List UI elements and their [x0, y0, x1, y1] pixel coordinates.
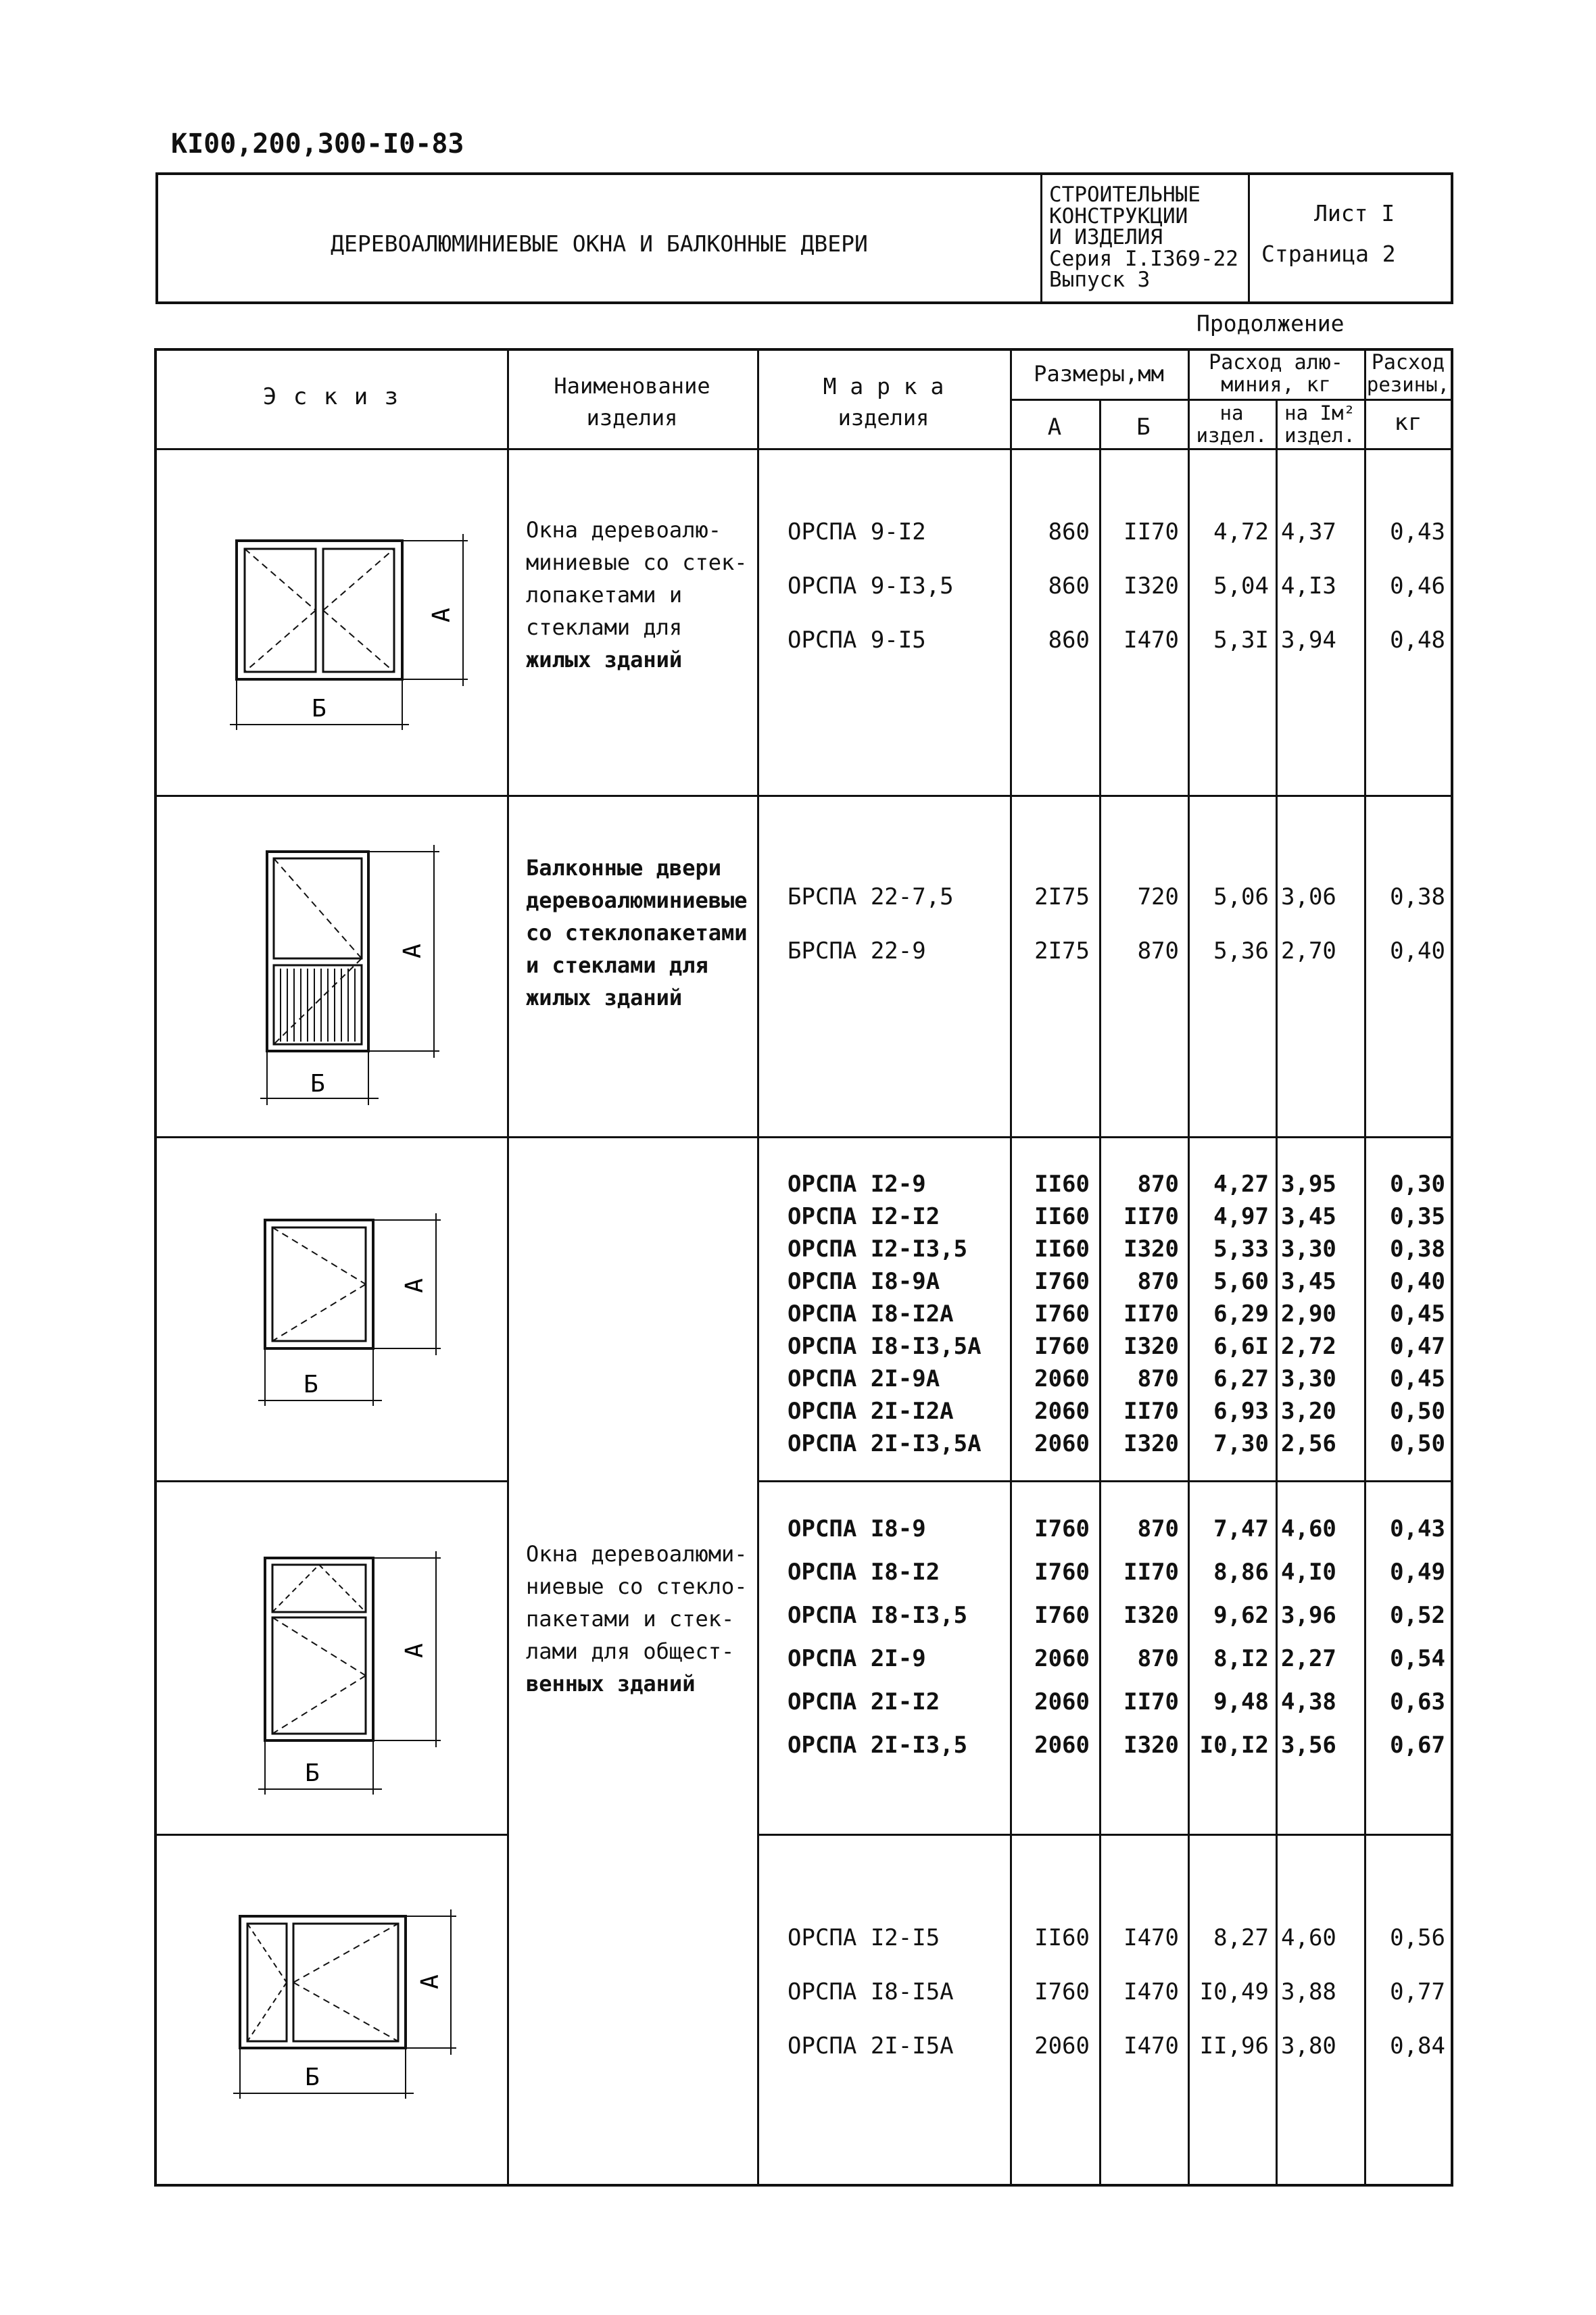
door-panel-hatching [281, 969, 355, 1042]
alu-per-m2-cell: 3,80 [1281, 2032, 1336, 2060]
mark-cell: ОРСПА 2I-I2А [788, 1398, 954, 1425]
size-b-cell: 870 [1137, 937, 1179, 965]
alu-per-m2-cell: 2,90 [1281, 1300, 1336, 1327]
description-line: лопакетами и [526, 582, 683, 608]
sketch-window-two-sash [216, 520, 487, 744]
description-line: ниевые со стекло- [526, 1574, 748, 1599]
size-b-cell: I470 [1123, 1978, 1179, 2005]
header-alu-line1: Расход алю- [1209, 351, 1343, 374]
rubber-cell: 0,52 [1390, 1602, 1445, 1629]
mark-cell: ОРСПА I8-I3,5 [788, 1602, 968, 1629]
size-a-cell: 860 [1048, 518, 1090, 545]
sheet-number: Лист I [1314, 200, 1395, 226]
alu-per-m2-cell: 3,45 [1281, 1268, 1336, 1295]
description-line: миниевые со стек- [526, 550, 748, 575]
size-a-cell: I760 [1034, 1978, 1090, 2005]
mark-cell: ОРСПА 2I-I3,5 [788, 1732, 968, 1759]
alu-per-m2-cell: 3,45 [1281, 1203, 1336, 1230]
description-line: Окна деревоалюми- [526, 1541, 748, 1567]
dimension-b-label: Б [310, 1070, 325, 1098]
alu-per-item-cell: 6,29 [1213, 1300, 1269, 1327]
description-line: жилых зданий [526, 985, 683, 1010]
rubber-cell: 0,46 [1390, 572, 1445, 600]
size-a-cell: 2060 [1034, 1688, 1090, 1715]
size-b-cell: 870 [1137, 1268, 1179, 1295]
description-line: венных зданий [526, 1671, 696, 1697]
alu-per-m2-cell: 2,56 [1281, 1430, 1336, 1457]
rubber-cell: 0,38 [1390, 883, 1445, 910]
alu-per-item-cell: 5,36 [1213, 937, 1269, 965]
sketch-balcony-door [250, 842, 453, 1112]
size-a-cell: I760 [1034, 1515, 1090, 1542]
size-b-cell: II70 [1123, 1559, 1179, 1586]
alu-per-item-cell: 6,27 [1213, 1365, 1269, 1392]
size-b-cell: I320 [1123, 1430, 1179, 1457]
alu-per-item-cell: 8,27 [1213, 1924, 1269, 1951]
mark-cell: ОРСПА 9-I5 [788, 627, 926, 654]
rubber-cell: 0,45 [1390, 1365, 1445, 1392]
mark-cell: ОРСПА I8-I5А [788, 1978, 954, 2005]
size-b-cell: 870 [1137, 1645, 1179, 1672]
size-a-cell: I760 [1034, 1333, 1090, 1360]
size-a-cell: 2060 [1034, 1430, 1090, 1457]
sketch-window-narrow-wide [223, 1893, 466, 2116]
size-a-cell: II60 [1034, 1171, 1090, 1198]
header-alu-m2-line1: на Iм² [1284, 401, 1355, 424]
size-b-cell: II70 [1123, 1203, 1179, 1230]
header-name-line2: изделия [586, 405, 678, 431]
alu-per-item-cell: 5,06 [1213, 883, 1269, 910]
dimension-b-label: Б [305, 2064, 320, 2091]
size-b-cell: I320 [1123, 1602, 1179, 1629]
rubber-cell: 0,77 [1390, 1978, 1445, 2005]
alu-per-item-cell: 5,04 [1213, 572, 1269, 600]
mark-cell: ОРСПА I2-I3,5 [788, 1236, 968, 1263]
rubber-cell: 0,47 [1390, 1333, 1445, 1360]
mark-cell: ОРСПА 2I-9 [788, 1645, 926, 1672]
size-b-cell: 870 [1137, 1171, 1179, 1198]
size-b-cell: 870 [1137, 1365, 1179, 1392]
size-a-cell: 2I75 [1034, 937, 1090, 965]
mark-cell: ОРСПА I8-9 [788, 1515, 926, 1542]
alu-per-m2-cell: 3,95 [1281, 1171, 1336, 1198]
rubber-cell: 0,67 [1390, 1732, 1445, 1759]
alu-per-m2-cell: 4,60 [1281, 1924, 1336, 1951]
dimension-a-label: А [401, 1278, 429, 1293]
mark-cell: ОРСПА I8-I2А [788, 1300, 954, 1327]
mark-cell: ОРСПА 2I-I2 [788, 1688, 940, 1715]
header-size-b: Б [1136, 414, 1151, 441]
group4-description [526, 1538, 748, 1700]
size-a-cell: II60 [1034, 1236, 1090, 1263]
alu-per-item-cell: 6,93 [1213, 1398, 1269, 1425]
size-a-cell: I760 [1034, 1559, 1090, 1586]
size-b-cell: I320 [1123, 572, 1179, 600]
page-number: Страница 2 [1261, 241, 1396, 267]
alu-per-item-cell: I0,49 [1199, 1978, 1269, 2005]
size-b-cell: 720 [1137, 883, 1179, 910]
size-a-cell: 860 [1048, 627, 1090, 654]
alu-per-m2-cell: 3,88 [1281, 1978, 1336, 2005]
header-size-a: А [1047, 414, 1062, 441]
description-line: жилых зданий [526, 647, 683, 673]
continuation-label: Продолжение [1196, 310, 1345, 337]
size-a-cell: 2060 [1034, 1398, 1090, 1425]
size-b-cell: I470 [1123, 1924, 1179, 1951]
document-title: ДЕРЕВОАЛЮМИНИЕВЫЕ ОКНА И БАЛКОННЫЕ ДВЕРИ [331, 230, 868, 257]
description-line: Окна деревоалю- [526, 517, 721, 543]
document-reference: КI00,200,300-I0-83 [171, 128, 464, 160]
rubber-cell: 0,43 [1390, 518, 1445, 545]
rubber-cell: 0,56 [1390, 1924, 1445, 1951]
alu-per-m2-cell: 4,I3 [1281, 572, 1336, 600]
size-b-cell: 870 [1137, 1515, 1179, 1542]
header-rubber-line1: Расход [1371, 351, 1445, 374]
mark-cell: ОРСПА I2-I5 [788, 1924, 940, 1951]
header-mark-line1: М а р к а [823, 373, 944, 399]
rubber-cell: 0,40 [1390, 1268, 1445, 1295]
header-alu-m2-line2: издел. [1284, 424, 1355, 447]
size-b-cell: I470 [1123, 2032, 1179, 2060]
mark-cell: ОРСПА I2-I2 [788, 1203, 940, 1230]
header-rubber-line2: резины, [1366, 373, 1450, 396]
header-alu-item-line1: на [1219, 401, 1244, 424]
alu-per-m2-cell: 3,20 [1281, 1398, 1336, 1425]
mark-cell: БРСПА 22-7,5 [788, 883, 954, 910]
mark-cell: БРСПА 22-9 [788, 937, 926, 965]
description-line: Балконные двери [526, 855, 721, 881]
description-line: и стеклами для [526, 952, 708, 978]
alu-per-item-cell: 4,97 [1213, 1203, 1269, 1230]
rubber-cell: 0,45 [1390, 1300, 1445, 1327]
mark-cell: ОРСПА I2-9 [788, 1171, 926, 1198]
size-b-cell: I320 [1123, 1236, 1179, 1263]
alu-per-m2-cell: 3,30 [1281, 1365, 1336, 1392]
size-b-cell: I470 [1123, 627, 1179, 654]
mark-cell: ОРСПА 2I-9А [788, 1365, 940, 1392]
alu-per-item-cell: 9,48 [1213, 1688, 1269, 1715]
alu-per-item-cell: 4,27 [1213, 1171, 1269, 1198]
mark-cell: ОРСПА I8-I3,5А [788, 1333, 982, 1360]
alu-per-item-cell: I0,I2 [1199, 1732, 1269, 1759]
sketch-window-single-sash [250, 1203, 453, 1426]
size-a-cell: 2060 [1034, 2032, 1090, 2060]
size-b-cell: II70 [1123, 1688, 1179, 1715]
size-b-cell: I320 [1123, 1333, 1179, 1360]
mark-cell: ОРСПА 2I-I5А [788, 2032, 954, 2060]
size-a-cell: I760 [1034, 1268, 1090, 1295]
rubber-cell: 0,38 [1390, 1236, 1445, 1263]
dimension-b-label: Б [312, 695, 327, 723]
rubber-cell: 0,49 [1390, 1559, 1445, 1586]
alu-per-m2-cell: 4,37 [1281, 518, 1336, 545]
alu-per-m2-cell: 4,I0 [1281, 1559, 1336, 1586]
header-alu-item-line2: издел. [1196, 424, 1267, 447]
group1-description [526, 514, 748, 676]
size-a-cell: II60 [1034, 1924, 1090, 1951]
rubber-cell: 0,40 [1390, 937, 1445, 965]
stamp-line: КОНСТРУКЦИИ [1049, 203, 1188, 228]
alu-per-m2-cell: 3,06 [1281, 883, 1336, 910]
size-a-cell: 2060 [1034, 1365, 1090, 1392]
alu-per-m2-cell: 2,72 [1281, 1333, 1336, 1360]
series-stamp [1049, 182, 1238, 293]
header-alu-line2: миния, кг [1221, 373, 1331, 397]
dimension-a-label: А [428, 608, 456, 623]
title-block [155, 172, 1453, 304]
description-line: лами для общест- [526, 1638, 735, 1664]
alu-per-m2-cell: 4,38 [1281, 1688, 1336, 1715]
stamp-line: И ИЗДЕЛИЯ [1049, 225, 1163, 250]
dimension-a-label: А [401, 1643, 429, 1658]
header-rubber-unit: кг [1394, 409, 1422, 436]
rubber-cell: 0,84 [1390, 2032, 1445, 2060]
rubber-cell: 0,48 [1390, 627, 1445, 654]
alu-per-item-cell: 5,3I [1213, 627, 1269, 654]
rubber-cell: 0,50 [1390, 1430, 1445, 1457]
alu-per-item-cell: 6,6I [1213, 1333, 1269, 1360]
stamp-line: Серия I.I369-22 [1049, 246, 1238, 271]
alu-per-item-cell: 4,72 [1213, 518, 1269, 545]
alu-per-item-cell: 5,60 [1213, 1268, 1269, 1295]
dimension-a-label: А [416, 1974, 444, 1989]
stamp-line: СТРОИТЕЛЬНЫЕ [1049, 182, 1201, 207]
alu-per-m2-cell: 2,27 [1281, 1645, 1336, 1672]
dimension-b-label: Б [304, 1371, 318, 1398]
description-line: деревоалюминиевые [526, 887, 748, 913]
alu-per-item-cell: 9,62 [1213, 1602, 1269, 1629]
header-sizes: Размеры,мм [1034, 361, 1164, 387]
alu-per-m2-cell: 3,94 [1281, 627, 1336, 654]
rubber-cell: 0,54 [1390, 1645, 1445, 1672]
dimension-b-label: Б [305, 1759, 320, 1787]
size-a-cell: 2I75 [1034, 883, 1090, 910]
size-a-cell: I760 [1034, 1602, 1090, 1629]
description-line: пакетами и стек- [526, 1606, 735, 1632]
rubber-cell: 0,43 [1390, 1515, 1445, 1542]
mark-cell: ОРСПА I8-9А [788, 1268, 940, 1295]
size-a-cell: 2060 [1034, 1732, 1090, 1759]
dimension-a-label: А [399, 944, 427, 958]
mark-cell: ОРСПА 2I-I3,5А [788, 1430, 982, 1457]
alu-per-item-cell: II,96 [1199, 2032, 1269, 2060]
size-a-cell: II60 [1034, 1203, 1090, 1230]
alu-per-item-cell: 7,30 [1213, 1430, 1269, 1457]
size-a-cell: 860 [1048, 572, 1090, 600]
size-b-cell: II70 [1123, 518, 1179, 545]
stamp-line: Выпуск 3 [1049, 268, 1151, 293]
size-b-cell: II70 [1123, 1398, 1179, 1425]
alu-per-item-cell: 7,47 [1213, 1515, 1269, 1542]
rubber-cell: 0,50 [1390, 1398, 1445, 1425]
alu-per-m2-cell: 3,96 [1281, 1602, 1336, 1629]
alu-per-m2-cell: 3,56 [1281, 1732, 1336, 1759]
size-b-cell: I320 [1123, 1732, 1179, 1759]
alu-per-m2-cell: 2,70 [1281, 937, 1336, 965]
mark-cell: ОРСПА 9-I3,5 [788, 572, 954, 600]
group2-description [526, 852, 748, 1014]
alu-per-m2-cell: 3,30 [1281, 1236, 1336, 1263]
mark-cell: ОРСПА I8-I2 [788, 1559, 940, 1586]
header-name-line1: Наименование [554, 373, 710, 399]
rubber-cell: 0,30 [1390, 1171, 1445, 1198]
alu-per-item-cell: 8,I2 [1213, 1645, 1269, 1672]
alu-per-m2-cell: 4,60 [1281, 1515, 1336, 1542]
header-sketch: Э с к и з [262, 383, 400, 410]
size-a-cell: 2060 [1034, 1645, 1090, 1672]
header-mark-line2: изделия [838, 405, 929, 431]
alu-per-item-cell: 5,33 [1213, 1236, 1269, 1263]
description-line: стеклами для [526, 614, 683, 640]
description-line: со стеклопакетами [526, 920, 748, 946]
rubber-cell: 0,63 [1390, 1688, 1445, 1715]
sketch-window-with-transom [250, 1548, 453, 1805]
size-a-cell: I760 [1034, 1300, 1090, 1327]
size-b-cell: II70 [1123, 1300, 1179, 1327]
rubber-cell: 0,35 [1390, 1203, 1445, 1230]
mark-cell: ОРСПА 9-I2 [788, 518, 926, 545]
alu-per-item-cell: 8,86 [1213, 1559, 1269, 1586]
